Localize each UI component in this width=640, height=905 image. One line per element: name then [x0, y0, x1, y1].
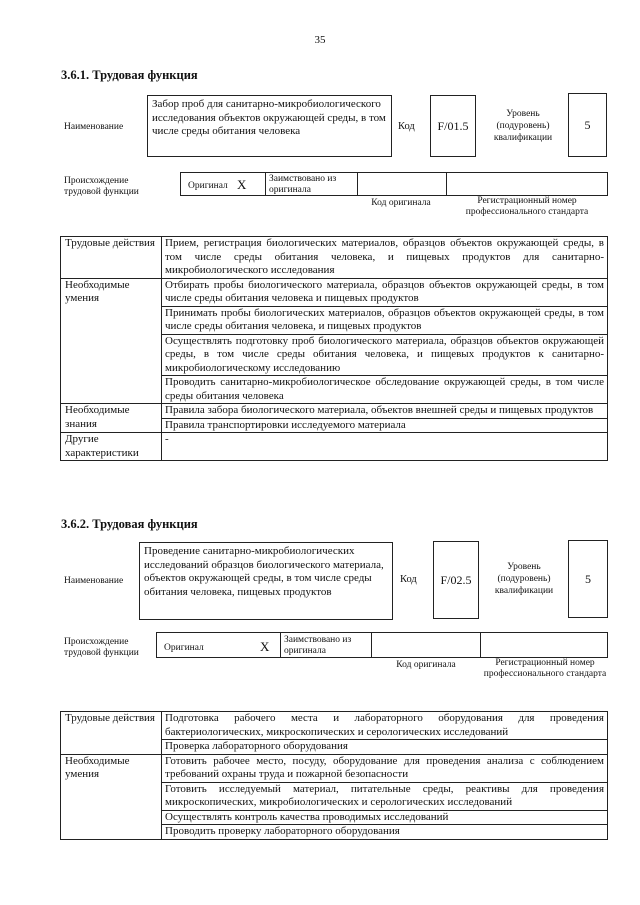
- code-original-caption: Код оригинала: [396, 660, 456, 670]
- row-item: Принимать пробы биологических материалов, образцов объектов окружающей среды, в том числе среды обитания человека, и пищевых продуктов: [162, 306, 608, 334]
- page-number: 35: [314, 34, 326, 46]
- table-row: [61, 237, 608, 279]
- divider: [480, 633, 481, 657]
- row-item: Готовить исследуемый материал, питательные среды, реактивы для проведения микроскопических, микробиологических и серологических исследований: [162, 782, 608, 810]
- reg-number-caption: Регистрационный номер профессионального стандарта: [465, 196, 589, 217]
- table-row: [61, 712, 608, 740]
- row-label: Необходимые знания: [61, 404, 162, 433]
- row-item: Правила транспортировки исследуемого материала: [162, 418, 608, 433]
- table-row: [61, 278, 608, 306]
- row-item: Проводить санитарно-микробиологическое обследование окружающей среды, в том числе среды обитания человека: [162, 376, 608, 404]
- reg-number-caption: Регистрационный номер профессионального стандарта: [483, 658, 607, 679]
- origin-label: Происхождение трудовой функции: [64, 176, 139, 197]
- divider: [357, 173, 358, 195]
- table-row: [61, 754, 608, 782]
- level-label: Уровень (подуровень) квалификации: [494, 562, 554, 596]
- code-label: Код: [398, 121, 415, 132]
- original-label: Оригинал: [188, 181, 228, 191]
- divider: [371, 633, 372, 657]
- row-item: Осуществлять контроль качества проводимых исследований: [162, 810, 608, 825]
- origin-label: Происхождение трудовой функции: [64, 637, 139, 658]
- original-mark: X: [237, 177, 247, 192]
- function-name-box: Проведение санитарно-микробиологических исследований образцов биологического материала, объектов окружающей среды, в том числе среды обитания человека, пищевых продуктов: [139, 542, 393, 620]
- function-details-table: [60, 236, 608, 461]
- row-item: Прием, регистрация биологических материалов, образцов объектов окружающей среды, в том числе среды обитания человека, и пищевых продуктов для санитарно-микробиологического исследования: [162, 237, 608, 279]
- level-value-box: 5: [568, 93, 607, 157]
- divider: [265, 173, 266, 195]
- code-value-box: F/02.5: [433, 541, 479, 619]
- original-label: Оригинал: [164, 643, 204, 653]
- borrowed-label: Заимствовано из оригинала: [269, 174, 337, 195]
- code-value-box: F/01.5: [430, 95, 476, 157]
- code-label: Код: [400, 574, 417, 585]
- function-details-table: [60, 711, 608, 840]
- row-item: Проводить проверку лабораторного оборудования: [162, 825, 608, 840]
- row-label: Необходимые умения: [61, 278, 162, 404]
- level-value-box: 5: [568, 540, 608, 618]
- section-title-3-6-2: 3.6.2. Трудовая функция: [61, 517, 198, 531]
- section-title-3-6-1: 3.6.1. Трудовая функция: [61, 68, 198, 82]
- origin-row: [156, 632, 608, 658]
- code-original-caption: Код оригинала: [371, 198, 431, 208]
- borrowed-label: Заимствовано из оригинала: [284, 635, 352, 656]
- level-label: Уровень (подуровень) квалификации: [493, 109, 553, 143]
- origin-row: [180, 172, 608, 196]
- row-item: Отбирать пробы биологического материала, образцов объектов окружающей среды, в том числе среды обитания человека и пищевых продуктов: [162, 278, 608, 306]
- row-item: Подготовка рабочего места и лабораторного оборудования для проведения бактериологических, микроскопических и серологических исследований: [162, 712, 608, 740]
- row-label: Необходимые умения: [61, 754, 162, 839]
- row-item: Осуществлять подготовку проб биологического материала, образцов объектов окружающей среды, в том числе среды обитания человека, и пищевых продуктов к санитарно-микробиологическому исследованию: [162, 334, 608, 376]
- row-item: -: [162, 433, 608, 461]
- function-name-box: Забор проб для санитарно-микробиологического исследования объектов окружающей среды, в том числе среды обитания человека: [147, 95, 392, 157]
- row-label: Другие характеристики: [61, 433, 162, 461]
- table-row: [61, 433, 608, 461]
- original-mark: X: [260, 639, 270, 654]
- row-label: Трудовые действия: [61, 237, 162, 279]
- row-item: Готовить рабочее место, посуду, оборудование для проведения анализа с соблюдением требований охраны труда и пожарной безопасности: [162, 754, 608, 782]
- divider: [446, 173, 447, 195]
- row-label: Трудовые действия: [61, 712, 162, 755]
- table-row: [61, 404, 608, 419]
- row-item: Проверка лабораторного оборудования: [162, 740, 608, 755]
- divider: [280, 633, 281, 657]
- name-label: Наименование: [64, 576, 124, 586]
- row-item: Правила забора биологического материала, объектов внешней среды и пищевых продуктов: [162, 404, 608, 419]
- name-label: Наименование: [64, 122, 124, 132]
